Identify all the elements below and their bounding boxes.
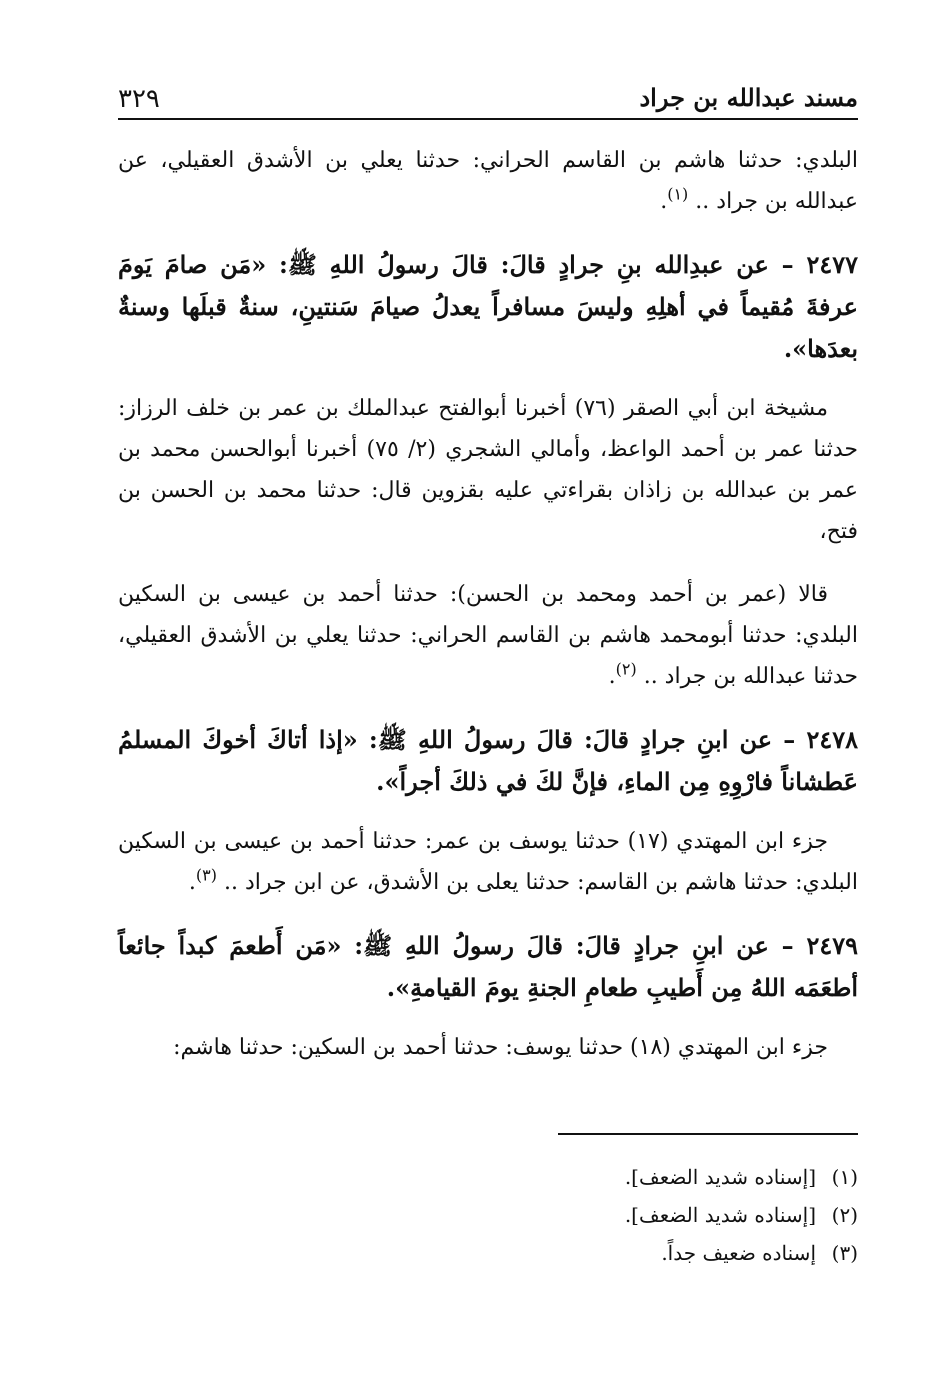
footnote [118, 1196, 858, 1234]
footnote-text: [إسناده شديد الضعف]. [624, 1165, 816, 1189]
footnote [118, 1158, 858, 1196]
hadith-text: عن ابنِ جرادٍ قالَ: قالَ رسولُ اللهِ ﷺ: «مَن أَطعمَ كبداً جائعاً أطعَمَه اللهُ مِن أَطيبِ طعامِ الجنةِ يومَ القيامةِ». [118, 931, 858, 1002]
source-paragraph: جزء ابن المهتدي (١٧) حدثنا يوسف بن عمر: حدثنا أحمد بن عيسى بن السكين البلدي: حدثنا هاشم بن القاسم: حدثنا يعلى بن الأشدق، عن ابن جراد .. $^{(٣)}$. [118, 829, 858, 895]
source-paragraph: جزء ابن المهتدي (١٨) حدثنا يوسف: حدثنا أحمد بن السكين: حدثنا هاشم: [173, 1035, 828, 1060]
footnote-reference: (١) [667, 184, 689, 204]
source-paragraph: مشيخة ابن أبي الصقر (٧٦) أخبرنا أبوالفتح عبدالملك بن عمر بن خلف الرزاز: حدثنا عمر بن أحمد الواعظ، وأمالي الشجري (٢/ ٧٥) أخبرنا أبوالحسن محمد بن عمر بن عبدالله بن زاذان بقراءتي عليه بقزوين قال: حدثنا محمد بن الحسن بن فتح، [118, 396, 859, 544]
footnote-separator [558, 1133, 858, 1135]
main-text [118, 140, 858, 1090]
footnote-number: (٢) [831, 1203, 858, 1227]
page-number: ٣٢٩ [118, 84, 160, 114]
footnote-reference: (٢) [615, 659, 637, 679]
hadith-number: ٢٤٧٩ [806, 931, 858, 960]
footnote [118, 1234, 858, 1272]
page-header [118, 78, 858, 120]
footnote-number: (٣) [831, 1241, 858, 1265]
hadith-entry: ٢٤٧٩ – عن ابنِ جرادٍ قالَ: قالَ رسولُ اللهِ ﷺ: «مَن أَطعمَ كبداً جائعاً أطعَمَه اللهُ مِن أَطيبِ طعامِ الجنةِ يومَ القيامةِ». [118, 931, 858, 1002]
footnote-number: (١) [831, 1165, 858, 1189]
hadith-text: عن ابنِ جرادٍ قالَ: قالَ رسولُ اللهِ ﷺ: «إذا أتاكَ أخوكَ المسلمُ عَطشاناً فارْوِهِ مِن الماءِ، فإنَّ لكَ في ذلكَ أجراً». [118, 725, 858, 796]
hadith-number: ٢٤٧٧ [806, 250, 858, 279]
footnote-text: إسناده ضعيف جداً. [661, 1241, 816, 1265]
source-paragraph: قالا (عمر بن أحمد ومحمد بن الحسن): حدثنا أحمد بن عيسى بن السكين البلدي: حدثنا أبومحمد هاشم بن القاسم الحراني: حدثنا يعلي بن الأشدق العقيلي، حدثنا عبدالله بن جراد .. $^{(٢)}$. [118, 582, 858, 689]
hadith-entry: ٢٤٧٧ – عن عبدِالله بنِ جرادٍ قالَ: قالَ رسولُ اللهِ ﷺ: «مَن صامَ يَومَ عرفةَ مُقيماً في أهلِهِ وليسَ مسافراً يعدلُ صيامَ سَنتينِ، سنةٌ قبلَها وسنةٌ بعدَها». [118, 250, 858, 363]
hadith-entry: ٢٤٧٨ – عن ابنِ جرادٍ قالَ: قالَ رسولُ اللهِ ﷺ: «إذا أتاكَ أخوكَ المسلمُ عَطشاناً فارْوِهِ مِن الماءِ، فإنَّ لكَ في ذلكَ أجراً». [118, 725, 858, 796]
source-paragraph: البلدي: حدثنا هاشم بن القاسم الحراني: حدثنا يعلي بن الأشدق العقيلي، عن عبدالله بن جراد .. $^{(١)}$. [118, 148, 858, 214]
footnote-text: [إسناده شديد الضعف]. [624, 1203, 816, 1227]
footnotes [118, 1158, 858, 1272]
running-title: مسند عبدالله بن جراد [639, 83, 858, 112]
footnote-reference: (٣) [195, 865, 218, 885]
hadith-text: عن عبدِالله بنِ جرادٍ قالَ: قالَ رسولُ اللهِ ﷺ: «مَن صامَ يَومَ عرفةَ مُقيماً في أهلِهِ وليسَ مسافراً يعدلُ صيامَ سَنتينِ، سنةٌ قبلَها وسنةٌ بعدَها». [118, 250, 858, 363]
hadith-number: ٢٤٧٨ [806, 725, 858, 754]
